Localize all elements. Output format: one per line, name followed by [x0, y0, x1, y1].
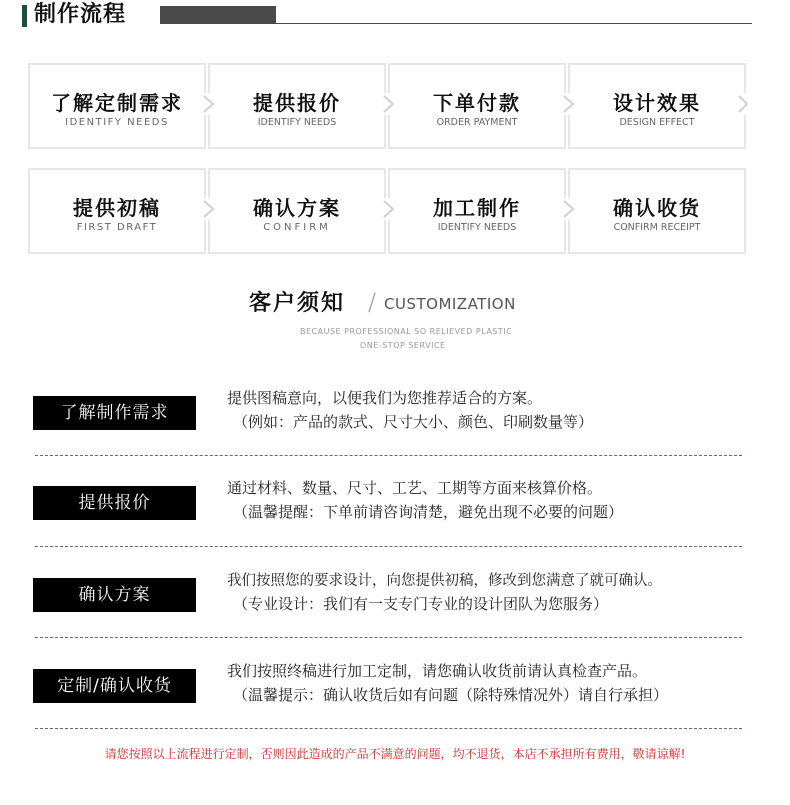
step-title: 下单付款 — [433, 91, 521, 115]
chevron-right-icon — [198, 198, 220, 220]
item-label: 定制/确认收货 — [33, 669, 196, 703]
process-step — [28, 168, 206, 254]
item-description: 提供图稿意向，以便我们为您推荐适合的方案。 — [227, 389, 543, 407]
item-note: （温馨提醒：下单前请咨询清楚，避免出现不必要的问题） — [233, 503, 624, 521]
item-note: （例如：产品的款式、尺寸大小、颜色、印刷数量等） — [233, 413, 594, 431]
process-step — [568, 63, 746, 149]
notice-item — [33, 479, 743, 576]
footer-disclaimer: 请您按照以上流程进行定制，否则因此造成的产品不满意的问题，均不退货，本店不承担所有费用，敬请谅解! — [104, 747, 686, 761]
dashed-separator — [35, 455, 742, 456]
chevron-right-icon — [558, 198, 580, 220]
header-block-decoration — [160, 6, 276, 24]
item-label: 了解制作需求 — [33, 396, 196, 430]
step-subtitle: DESIGN EFFECT — [619, 117, 695, 128]
process-grid — [28, 63, 746, 256]
notice-item — [33, 389, 743, 486]
dashed-separator — [35, 546, 742, 547]
item-description: 通过材料、数量、尺寸、工艺、工期等方面来核算价格。 — [227, 479, 603, 497]
process-step — [208, 63, 386, 149]
step-subtitle: IDENTIFY NEEDS — [257, 117, 337, 128]
step-subtitle: IDENTIFY NEEDS — [437, 222, 517, 233]
process-step — [28, 63, 206, 149]
step-title: 了解定制需求 — [51, 91, 183, 115]
notice-title-en: CUSTOMIZATION — [384, 295, 516, 313]
dashed-separator — [35, 728, 742, 729]
process-step — [568, 168, 746, 254]
step-title: 提供初稿 — [73, 196, 161, 220]
step-subtitle: CONFIRM RECEIPT — [613, 222, 701, 233]
process-step — [208, 168, 386, 254]
section-header — [22, 3, 760, 29]
step-title: 设计效果 — [613, 91, 701, 115]
notice-subtitle: BECAUSE PROFESSIONAL SO RELIEVED PLASTIC — [300, 327, 513, 336]
item-description: 我们按照您的要求设计，向您提供初稿，修改到您满意了就可确认。 — [227, 573, 662, 589]
dashed-separator — [35, 637, 742, 638]
page-title: 制作流程 — [34, 2, 127, 27]
notice-item — [33, 573, 743, 668]
chevron-right-icon — [558, 93, 580, 115]
item-note: （温馨提示：确认收货后如有问题（除特殊情况外）请自行承担） — [233, 686, 669, 704]
notice-subtitle: ONE-STOP SERVICE — [360, 341, 446, 350]
item-description: 我们按照终稿进行加工定制，请您确认收货前请认真检查产品。 — [227, 662, 648, 680]
item-note: （专业设计：我们有一支专门专业的设计团队为您服务） — [233, 595, 609, 613]
step-subtitle: CONFIRM — [263, 222, 331, 233]
chevron-right-icon — [198, 93, 220, 115]
chevron-right-icon — [378, 93, 400, 115]
step-title: 加工制作 — [433, 196, 521, 220]
slash-divider: / — [368, 288, 377, 316]
step-title: 提供报价 — [253, 91, 341, 115]
item-label: 提供报价 — [33, 486, 196, 520]
process-step — [388, 168, 566, 254]
item-label: 确认方案 — [33, 578, 196, 612]
notice-title: 客户须知 — [249, 291, 346, 316]
accent-bar — [22, 5, 27, 27]
chevron-right-icon — [738, 93, 748, 115]
header-rule — [276, 23, 752, 24]
step-subtitle: ORDER PAYMENT — [436, 117, 518, 128]
step-subtitle: IDENTIFY NEEDS — [65, 117, 169, 128]
step-title: 确认收货 — [613, 196, 701, 220]
chevron-right-icon — [378, 198, 400, 220]
process-step — [388, 63, 566, 149]
step-subtitle: FIRST DRAFT — [76, 222, 158, 233]
step-title: 确认方案 — [253, 196, 341, 220]
